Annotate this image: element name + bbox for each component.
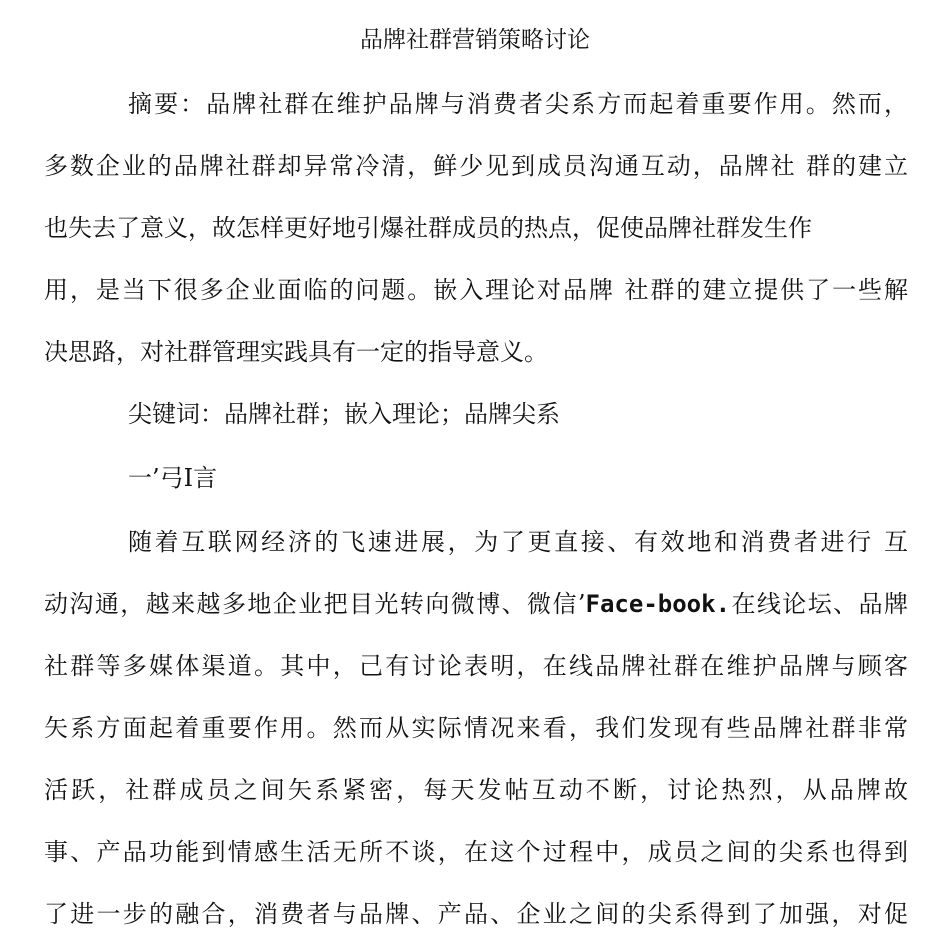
body-line-2-latin: Face-book. xyxy=(585,590,731,618)
body-line-2-text-a: 动沟通，越来越多地企业把目光转向微博、微信’ xyxy=(44,590,586,618)
abstract-line-2: 多数企业的品牌社群却异常冷清，鲜少见到成员沟通互动，品牌社 群的建立 xyxy=(44,152,908,180)
body-line-5: 活跃，社群成员之间矢系紧密，每天发帖互动不断，讨论热烈，从品牌故 xyxy=(44,776,908,804)
body-line-6: 事、产品功能到情感生活无所不谈，在这个过程中，成员之间的尖系也得到 xyxy=(44,838,908,866)
abstract-line-1: 摘要：品牌社群在维护品牌与消费者尖系方而起着重要作用。然而， xyxy=(128,90,908,118)
body-line-4: 矢系方面起着重要作用。然而从实际情况来看，我们发现有些品牌社群非常 xyxy=(44,714,908,742)
abstract-line-3: 也失去了意义，故怎样更好地引爆社群成员的热点，促使品牌社群发生作 xyxy=(44,214,812,242)
body-line-2-text-b: 在线论坛、品牌 xyxy=(730,590,908,618)
body-line-1: 随着互联网经济的飞速进展，为了更直接、有效地和消费者进行 互 xyxy=(128,528,908,556)
body-line-2 xyxy=(44,588,908,620)
keywords-line: 尖键词：品牌社群；嵌入理论；品牌尖系 xyxy=(128,400,560,428)
document-title: 品牌社群营销策略讨论 xyxy=(360,27,590,53)
abstract-line-4: 用，是当下很多企业面临的问题。嵌入理论对品牌 社群的建立提供了一些解 xyxy=(44,276,908,304)
abstract-line-5: 决思路，对社群管理实践具有一定的指导意义。 xyxy=(44,338,548,366)
body-line-3: 社群等多媒体渠道。其中，己有讨论表明，在线品牌社群在维护品牌与顾客 xyxy=(44,652,908,680)
body-line-7: 了进一步的融合，消费者与品牌、产品、企业之间的尖系得到了加强，对促 xyxy=(44,900,908,928)
section-heading: 一’弓I言 xyxy=(128,464,218,492)
